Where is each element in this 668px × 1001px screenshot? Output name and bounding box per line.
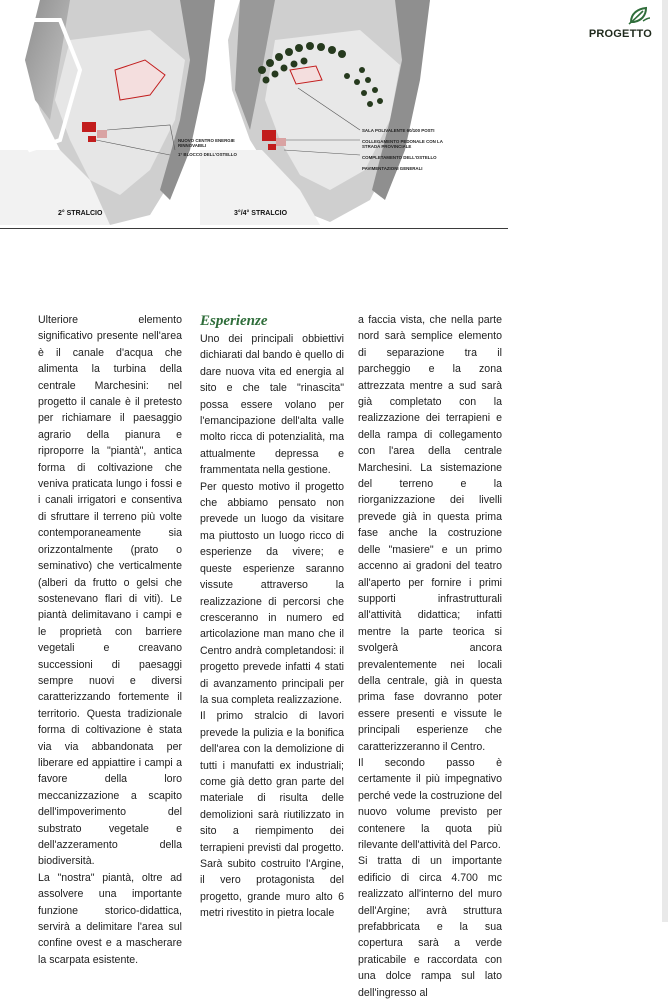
- figure-divider: [0, 228, 508, 229]
- text-column-2: [200, 312, 344, 922]
- section-heading: Esperienze: [200, 313, 268, 329]
- paragraph: Ulteriore elemento significativo presente nell'area è il canale d'acqua che alimenta la turbina della centrale Marchesini: nel progetto il canale è il pretesto per richiamare il paesaggio agrario della pianura e riproporre la "piantà", antica forma di coltivazione che veniva praticata lungo i fossi e i canali irrigatori e consentiva di sfruttare il terreno più volte contemporaneamente sia orizzontalmente (prato o seminativo) che verticalmente (alberi da frutto o gelsi che sostenevano flari di viti). Le piantà delimitavano i campi e le proprietà con barriere vegetali e creavano successioni di paesaggi sempre nuovi e diversi caratterizzando fortemente il territorio. Questa tradizionale forma di coltivazione è stata via via abbandonata per liberare ed appiattire i campi a favore della loro meccanizzazione a scapito dell'impoverimento del substrato vegetale e dell'azzeramento della biodiversità.: [38, 314, 182, 868]
- right-map-legend-4: PAVIMENTAZIONI GENERALI: [362, 166, 423, 171]
- paragraph: Per questo motivo il progetto che abbiamo pensato non prevede un luogo da visitare ma piuttosto un luogo ricco di esperienze da vivere; e queste esperienze saranno vissute attraverso la realizzazione di percorsi che cresceranno in numero ed articolazione man mano che il Centro andrà completandosi: il progetto prevede infatti 4 stati di avanzamento principali per la sua completa realizzazione.: [200, 480, 344, 706]
- page-edge-strip: [662, 0, 668, 922]
- right-map-caption: 3°/4° STRALCIO: [234, 210, 288, 217]
- left-map: [0, 0, 215, 225]
- paragraph: Il primo stralcio di lavori prevede la pulizia e la bonifica dell'area con la demolizione di tutti i manufatti ex industriali; come già detto gran parte del materiale di risulta delle demolizioni sarà riutilizzato in sito a riempimento dei terrapieni previsti dal progetto. Sarà subito costruito l'Argine, il vero protagonista del progetto, grande muro alto 6 metri rivestito in pietra locale: [200, 710, 344, 920]
- left-map-caption: 2° STRALCIO: [58, 210, 103, 217]
- site-plan-drawings: [0, 0, 505, 228]
- section-header: [534, 6, 654, 46]
- left-map-legend-2: 1° BLOCCO DELL'OSTELLO: [178, 152, 237, 157]
- leaf-logo-icon: [626, 6, 652, 26]
- paragraph: La "nostra" piantà, oltre ad assolvere una importante funzione storico-didattica, servirà a delimitare l'area sul confine ovest e a mascherare la scarpata esistente.: [38, 871, 182, 966]
- site-plan-figures: [0, 0, 505, 228]
- paragraph: Uno dei principali obbiettivi dichiarati dal bando è quello di dare nuova vita ed energia al sito e che tale "rinascita" possa essere volano per l'emancipazione dell'alta valle molto ricca di potenzialità, ma attualmente depressa e frammentata nella gestione.: [200, 333, 344, 477]
- right-map-legend-3: COMPLETAMENTO DELL'OSTELLO: [362, 155, 437, 160]
- section-label: PROGETTO: [588, 28, 652, 40]
- paragraph: a faccia vista, che nella parte nord sarà semplice elemento di separazione tra il parcheggio e la zona attrezzata mentre a sud sarà già completato con la realizzazione dei terrapieni e della rampa di collegamento con l'area della centrale Marchesini. La sistemazione del terreno e la riorganizzazione dei livelli prevede già in questa prima fase anche la costruzione delle "masiere" e un primo accenno ai gradoni del teatro all'aperto per fornire i primi supporti infrastrutturali all'attività didattica; infatti mentre la parte teorica si svolgerà ancora prevalentemente nei locali della centrale, già in questa prima fase dovranno poter essere presenti e vissute le principali esperienze che caratterizzeranno il Centro.: [358, 314, 502, 753]
- paragraph: Si tratta di un importante edificio di circa 4.700 mc realizzato all'interno del muro dell'Argine; avrà struttura prefabbricata e la sua copertura sarà a verde praticabile e raccordata con una dolce rampa sul lato dell'ingresso al: [358, 855, 502, 999]
- right-map: [200, 0, 430, 225]
- text-column-1: [38, 312, 182, 968]
- left-map-legend-1: NUOVO CENTRO ENERGIE RINNOVABILI: [178, 138, 235, 148]
- text-column-3: [358, 312, 502, 1001]
- right-map-legend-1: SALA POLIVALENTE 60/100 POSTI: [362, 128, 435, 133]
- paragraph: Il secondo passo è certamente il più impegnativo perché vede la costruzione del nuovo volume previsto per contenere la quota più rilevante dell'attività del Parco.: [358, 756, 502, 851]
- right-map-legend-2: COLLEGAMENTO PEDONALE CON LA STRADA PROVINCIALE: [362, 139, 443, 149]
